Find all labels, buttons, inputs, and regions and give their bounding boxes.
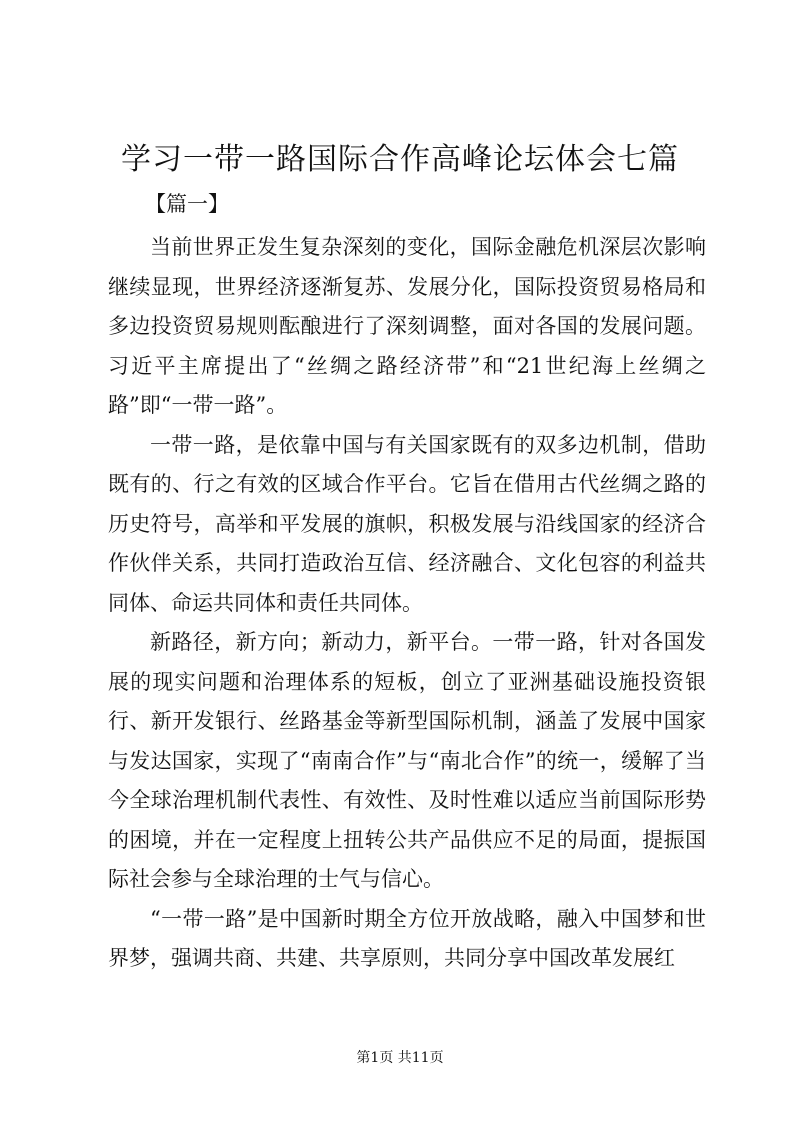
paragraph-1: 当前世界正发生复杂深刻的变化，国际金融危机深层次影响继续显现，世界经济逐渐复苏、发展分化，国际投资贸易格局和多边投资贸易规则酝酿进行了深刻调整，面对各国的发展问题。习近平主席提出了“丝绸之路经济带”和“21世纪海上丝绸之路”即“一带一路”。 (108, 235, 706, 417)
page-footer: 第1页 共11页 (356, 1050, 444, 1066)
section-label: 【篇一】 (145, 192, 229, 216)
document-body (108, 228, 706, 979)
document-title: 学习一带一路国际合作高峰论坛体会七篇 (121, 142, 679, 177)
paragraph-4: “一带一路”是中国新时期全方位开放战略，融入中国梦和世界梦，强调共商、共建、共享原则，共同分享中国改革发展红 (108, 906, 706, 970)
paragraph-3: 新路径，新方向；新动力，新平台。一带一路，针对各国发展的现实问题和治理体系的短板，创立了亚洲基础设施投资银行、新开发银行、丝路基金等新型国际机制，涵盖了发展中国家与发达国家，实现了“南南合作”与“南北合作”的统一，缓解了当今全球治理机制代表性、有效性、及时性难以适应当前国际形势的困境，并在一定程度上扭转公共产品供应不足的局面，提振国际社会参与全球治理的士气与信心。 (108, 630, 706, 891)
paragraph-2: 一带一路，是依靠中国与有关国家既有的双多边机制，借助既有的、行之有效的区域合作平台。它旨在借用古代丝绸之路的历史符号，高举和平发展的旗帜，积极发展与沿线国家的经济合作伙伴关系，共同打造政治互信、经济融合、文化包容的利益共同体、命运共同体和责任共同体。 (108, 432, 706, 615)
